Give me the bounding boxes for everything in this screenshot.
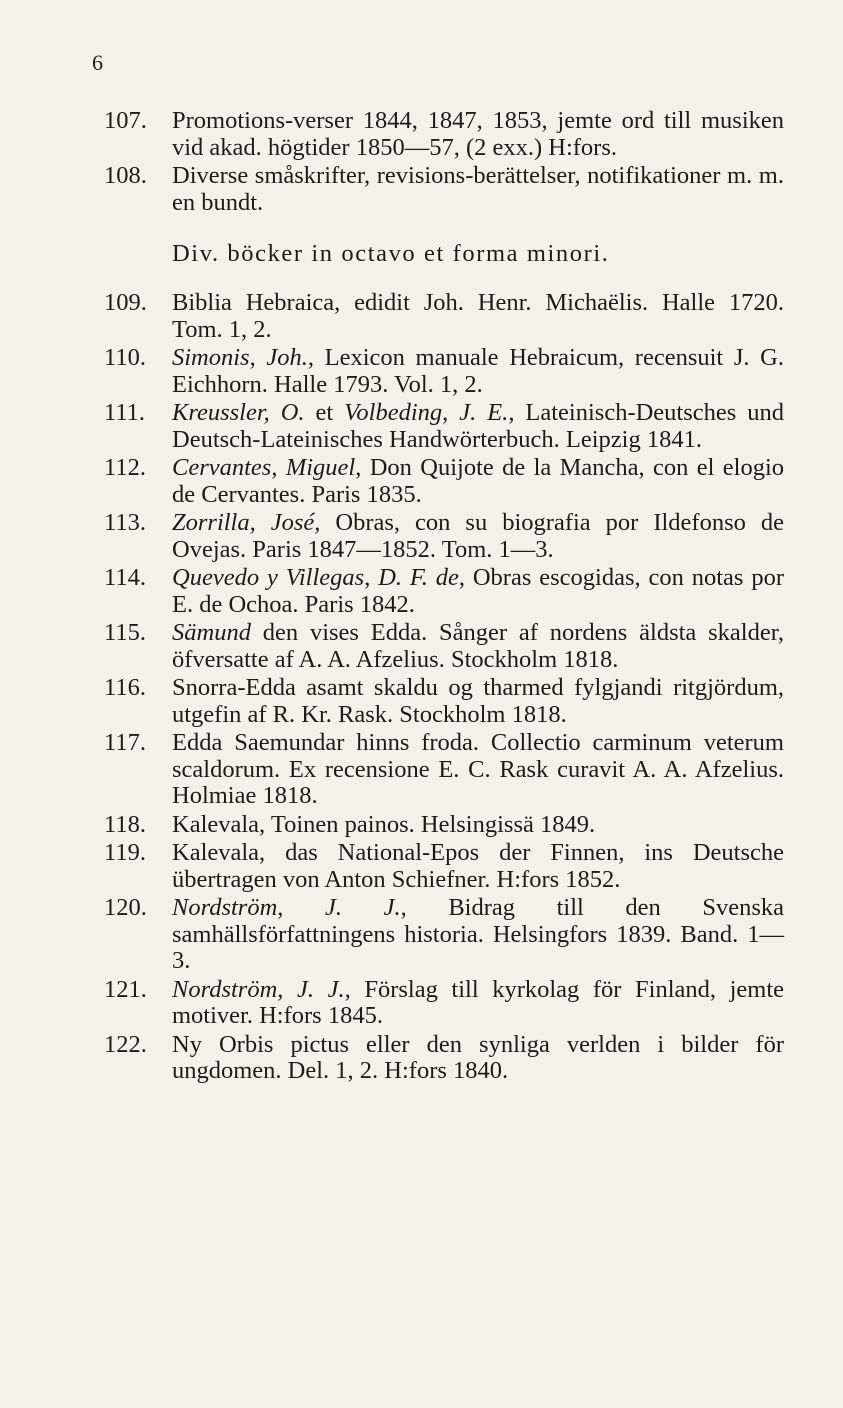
entry-number: 120. (104, 894, 147, 921)
catalog-entry (104, 895, 784, 975)
catalog-entry (104, 400, 784, 453)
entry-number: 110. (104, 344, 146, 371)
entry-text-italic: Nordström (172, 894, 278, 921)
entry-text-italic: Miguel (285, 454, 356, 481)
entry-number: 119. (104, 839, 146, 866)
catalog-entry (104, 977, 784, 1030)
entry-text-italic: Zorrilla, José, (172, 509, 321, 536)
entry-text-italic: Kreussler, O. (172, 399, 305, 426)
entry-text: Obras, con su biografia por Ildefonso de Ovejas. Paris 1847—1852. Tom. 1—3. (172, 509, 784, 563)
entry-group-before (104, 108, 784, 216)
entry-number: 113. (104, 509, 146, 536)
entry-text-italic: D. F. de (378, 564, 459, 591)
catalog-entry (104, 812, 784, 839)
entry-number: 111. (104, 399, 146, 426)
catalog-entry (104, 345, 784, 398)
entry-text: , (442, 399, 460, 426)
catalog-entry (104, 510, 784, 563)
entry-text: Kalevala, Toinen painos. Helsingissä 1849. (172, 810, 596, 838)
entry-number: 116. (104, 674, 146, 701)
entry-text: Kalevala, das National-Epos der Finnen, ins Deutsche übertragen von Anton Schiefner. H:fors 1852. (172, 839, 784, 893)
catalog-entry (104, 675, 784, 728)
entry-number: 108. (104, 162, 147, 189)
entry-number: 121. (104, 975, 147, 1003)
catalog-entry (104, 730, 784, 810)
entry-text: Diverse småskrifter, revisions-berättelser, notifikationer m. m. en bundt. (172, 162, 784, 216)
section-heading: Div. böcker in octavo et forma minori. (172, 240, 610, 267)
page-number: 6 (92, 50, 103, 75)
entry-text-italic: J. E. (459, 399, 509, 426)
catalog-entry (104, 620, 784, 673)
entry-text-italic: J. J., (297, 975, 351, 1003)
entry-text: , Lexicon manuale Hebraicum, recensuit J. G. Eichhorn. Halle 1793. Vol. 1, 2. (172, 344, 784, 398)
entry-text: , (364, 564, 379, 591)
entry-text: , (277, 975, 298, 1003)
entry-text: , (249, 344, 267, 371)
entry-text: , Lateinisch-Deutsches und Deutsch-Lateinisches Handwörterbuch. Leipzig 1841. (172, 399, 785, 453)
entry-text: Förslag till kyrkolag för Finland, jemte motiver. H:fors 1845. (172, 975, 785, 1029)
catalog-entry (104, 108, 784, 161)
catalog-entry (104, 455, 784, 508)
entry-text: Ny Orbis pictus eller den synliga verlden i bilder för ungdomen. Del. 1, 2. H:fors 1840. (172, 1030, 784, 1084)
entry-number: 112. (104, 454, 146, 481)
entry-text: , Obras escogidas, con notas por E. de Ochoa. Paris 1842. (172, 564, 785, 618)
entry-text-italic: Volbeding (344, 399, 443, 426)
entry-number: 114. (104, 564, 146, 591)
catalog-entry (104, 840, 784, 893)
entry-text: Promotions-verser 1844, 1847, 1853, jemte ord till musiken vid akad. högtider 1850—57, (2 exx.) H:fors. (172, 107, 784, 161)
catalog-entries (104, 108, 784, 1087)
entry-number: 109. (104, 289, 147, 316)
catalog-entry (104, 290, 784, 343)
entry-text: Snorra-Edda asamt skaldu og tharmed fylgjandi ritgjördum, utgefin af R. Kr. Rask. Stockholm 1818. (172, 674, 784, 728)
catalog-entry (104, 1032, 784, 1085)
entry-text: , Don Quijote de la Mancha, con el elogio de Cervantes. Paris 1835. (172, 454, 785, 508)
entry-number: 115. (104, 619, 146, 646)
entry-text: , (271, 454, 286, 481)
catalog-entry (104, 163, 784, 216)
entry-text: den vises Edda. Sånger af nordens äldsta skalder, öfversatte af A. A. Afzelius. Stockholm 1818. (172, 619, 784, 673)
entry-number: 118. (104, 810, 146, 838)
entry-text: , Bidrag till den Svenska samhällsförfattningens historia. Helsingfors 1839. Band. 1—3. (172, 894, 785, 974)
entry-group-after (104, 290, 784, 1085)
entry-text-italic: Quevedo y Villegas (172, 564, 365, 591)
entry-number: 117. (104, 729, 146, 756)
entry-text-italic: Cervantes (172, 454, 272, 481)
entry-text-italic: Sämund (172, 619, 251, 646)
entry-number: 107. (104, 107, 147, 134)
catalog-entry (104, 565, 784, 618)
entry-text-italic: Nordström (172, 975, 278, 1003)
entry-text-italic: Simonis (172, 344, 250, 371)
entry-text: et (304, 399, 345, 426)
entry-text: Edda Saemundar hinns froda. Collectio carminum veterum scaldorum. Ex recensione E. C. Rask curavit A. A. Afzelius. Holmiae 1818. (172, 729, 784, 809)
entry-text-italic: Joh. (266, 344, 308, 371)
entry-number: 122. (104, 1030, 147, 1058)
entry-text: , (277, 894, 326, 921)
entry-text-italic: J. J. (325, 894, 401, 921)
entry-text: Biblia Hebraica, edidit Joh. Henr. Michaëlis. Halle 1720. Tom. 1, 2. (172, 289, 784, 343)
